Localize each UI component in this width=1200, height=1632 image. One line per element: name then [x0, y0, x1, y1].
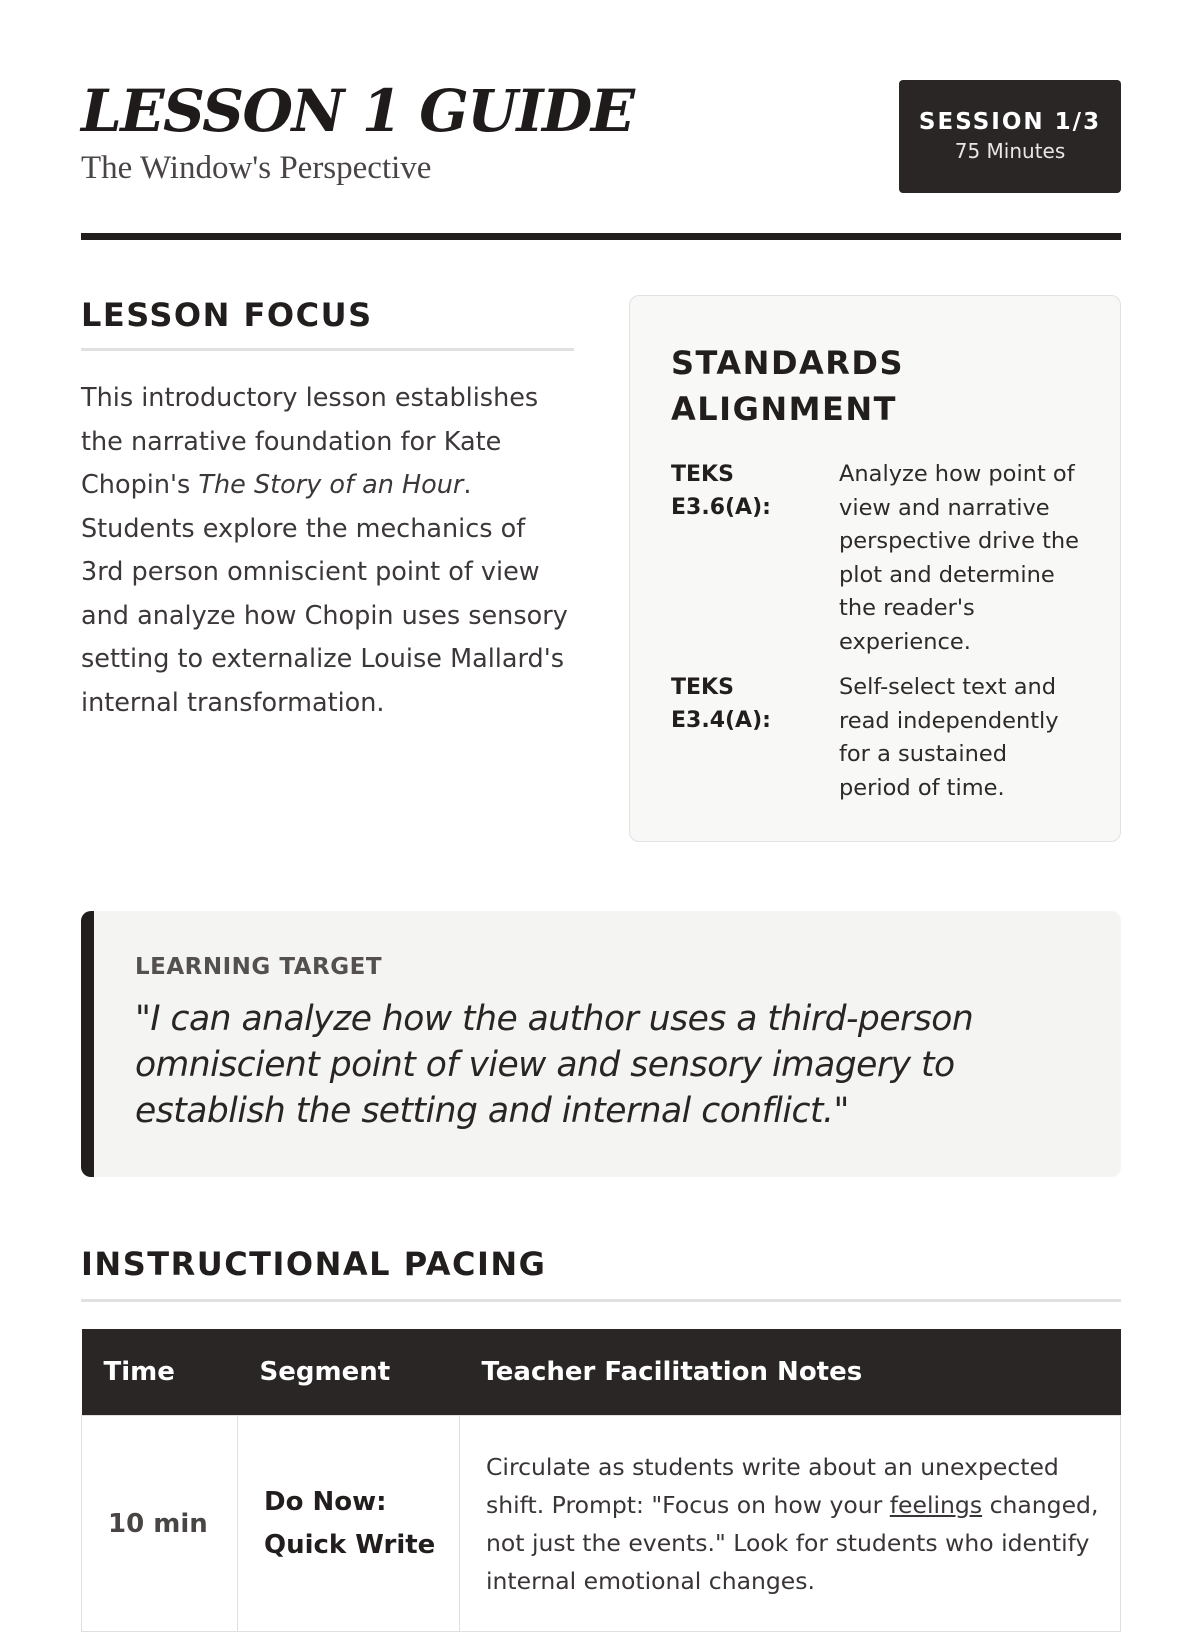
column-header-time: Time: [82, 1329, 238, 1416]
column-header-notes: Teacher Facilitation Notes: [460, 1329, 1121, 1416]
focus-text-part1: This introductory lesson establishes the narrative foundation for Kate Chopin's: [81, 383, 539, 500]
standard-code: TEKS E3.6(A):: [671, 462, 771, 520]
lesson-header: [81, 0, 1121, 240]
lesson-focus-body: [81, 377, 574, 725]
story-title: The Story of an Hour: [198, 470, 464, 500]
table-header-row: [82, 1329, 1121, 1416]
row-notes: [460, 1416, 1121, 1632]
row-time: 10 min: [82, 1416, 238, 1632]
column-header-segment: Segment: [238, 1329, 460, 1416]
standard-description: Self-select text and read independently for a sustained period of time.: [839, 674, 1059, 801]
lesson-subtitle: The Window's Perspective: [81, 150, 432, 186]
standards-alignment-card: [629, 295, 1121, 842]
learning-target-callout: [81, 911, 1121, 1177]
notes-text-before: Circulate as students write about an unexpected shift. Prompt: "Focus on how your: [486, 1452, 1059, 1519]
header-divider: [81, 233, 1121, 240]
standard-item: [671, 458, 1080, 659]
session-label: SESSION 1/3: [918, 109, 1102, 135]
pacing-table: [81, 1329, 1121, 1632]
focus-text-part2: . Students explore the mechanics of 3rd person omniscient point of view and analyze how Chopin uses sensory setting to externalize Louise Mallard's internal transformation.: [81, 470, 568, 718]
lesson-focus-section: [81, 296, 574, 725]
standard-description: Analyze how point of view and narrative perspective drive the plot and determine the reader's experience.: [839, 461, 1079, 655]
learning-target-label: LEARNING TARGET: [135, 954, 383, 980]
notes-text-after: changed, not just the events." Look for students who identify internal emotional changes.: [486, 1490, 1099, 1595]
callout-accent-bar: [81, 911, 94, 1177]
standards-heading: STANDARDS ALIGNMENT: [671, 344, 905, 428]
notes-emphasis: feelings: [889, 1490, 983, 1519]
lesson-focus-heading: LESSON FOCUS: [81, 296, 574, 351]
learning-target-quote: "I can analyze how the author uses a third-person omniscient point of view and sensory imagery to establish the setting and internal conflict.": [135, 999, 974, 1131]
table-row: [82, 1416, 1121, 1632]
standard-item: [671, 671, 1080, 805]
session-badge: [899, 80, 1121, 193]
standards-list: [671, 458, 1080, 805]
pacing-heading: INSTRUCTIONAL PACING: [81, 1245, 1121, 1302]
standard-code: TEKS E3.4(A):: [671, 675, 771, 733]
lesson-title: LESSON 1 GUIDE: [81, 77, 634, 145]
instructional-pacing-section: [81, 1245, 1121, 1632]
lesson-guide-page: [81, 0, 1121, 1595]
session-duration: 75 Minutes: [954, 139, 1066, 163]
row-segment: Do Now: Quick Write: [238, 1416, 460, 1632]
